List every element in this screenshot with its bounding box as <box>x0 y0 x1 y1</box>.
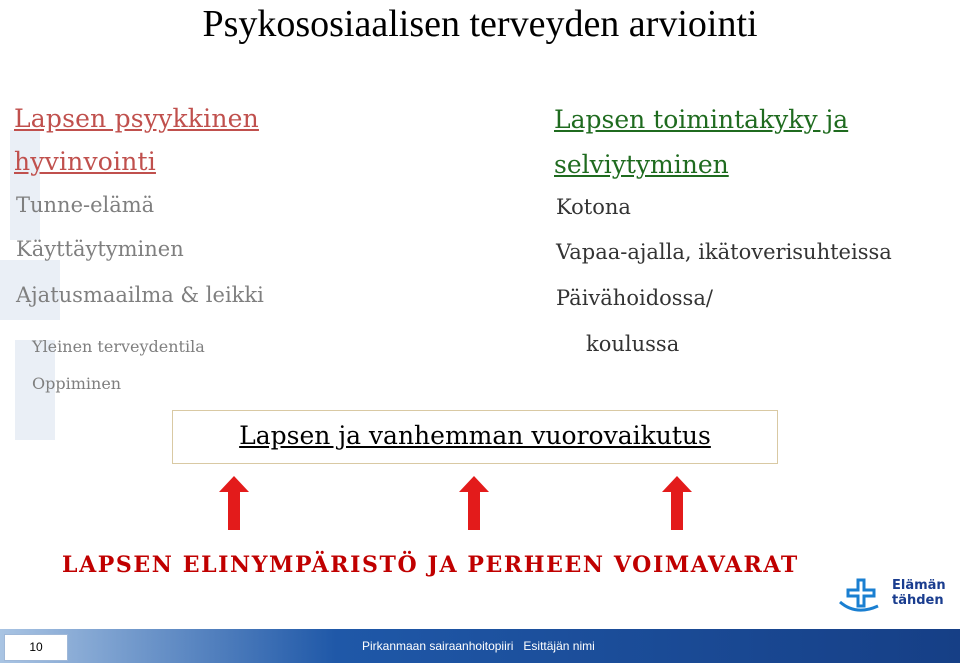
footer-text <box>362 639 605 653</box>
left-item-oppiminen: Oppiminen <box>32 374 122 393</box>
up-arrow-icon <box>662 476 692 530</box>
left-heading <box>14 97 354 183</box>
left-heading-line2: hyvinvointi <box>14 147 156 176</box>
up-arrow-icon <box>219 476 249 530</box>
resources-heading: LAPSEN ELINYMPÄRISTÖ JA PERHEEN VOIMAVARAT <box>62 552 799 578</box>
right-item-paivahoidossa: Päivähoidossa/ <box>556 286 713 310</box>
right-heading-line1: Lapsen toimintakyky ja <box>554 105 849 134</box>
page-number: 10 <box>29 640 43 654</box>
interaction-text: Lapsen ja vanhemman vuorovaikutus <box>239 421 711 450</box>
footer-organization: Pirkanmaan sairaanhoitopiiri <box>362 639 514 653</box>
interaction-box <box>172 410 778 464</box>
right-item-kotona: Kotona <box>556 195 631 219</box>
left-item-yleinen-terveydentila: Yleinen terveydentila <box>32 337 205 356</box>
page-title: Psykososiaalisen terveyden arviointi <box>202 3 758 45</box>
left-item-ajatusmaailma: Ajatusmaailma & leikki <box>16 283 264 307</box>
left-item-kayttaytyminen: Käyttäytyminen <box>16 237 184 261</box>
right-item-koulussa: koulussa <box>586 332 680 356</box>
left-heading-line1: Lapsen psyykkinen <box>14 104 259 133</box>
footer-bar <box>0 629 960 663</box>
left-item-tunne-elama: Tunne-elämä <box>16 193 155 217</box>
page-number-box <box>4 634 68 661</box>
up-arrow-icon <box>459 476 489 530</box>
right-heading <box>554 97 954 187</box>
footer-presenter: Esittäjän nimi <box>523 639 595 653</box>
right-heading-line2: selviytyminen <box>554 150 729 179</box>
logo-line1: Elämän <box>892 578 946 593</box>
right-item-vapaa-ajalla: Vapaa-ajalla, ikätoverisuhteissa <box>556 240 892 264</box>
logo-line2: tähden <box>892 593 944 608</box>
logo-text <box>892 578 946 608</box>
